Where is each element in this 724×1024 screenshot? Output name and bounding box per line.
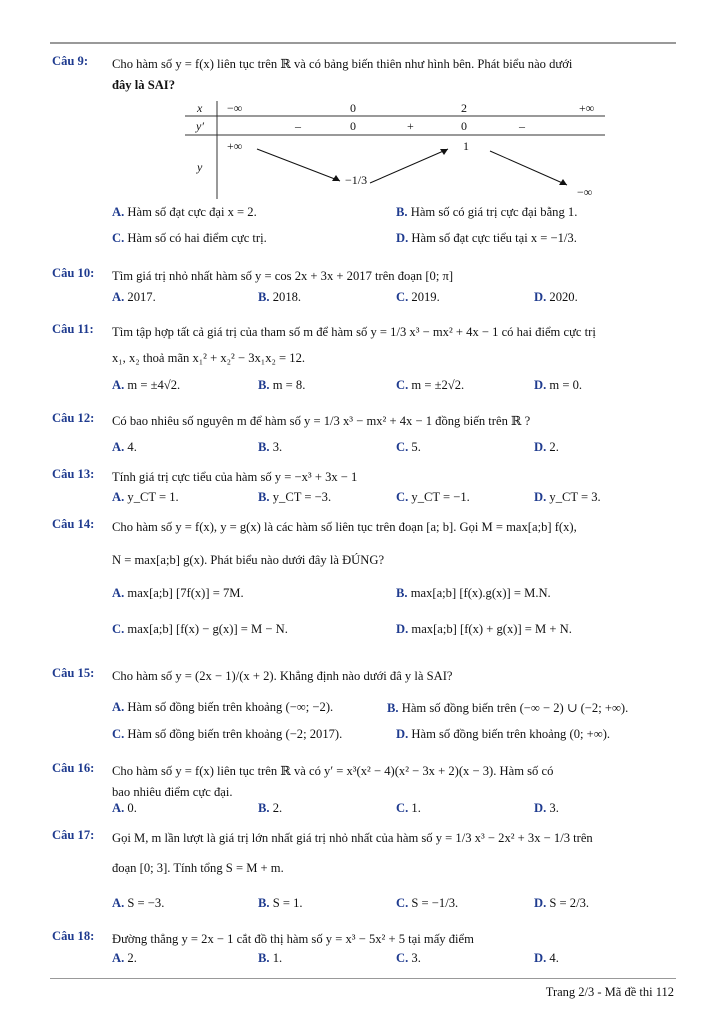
option-17d[interactable]: D. S = 2/3. [534,896,590,910]
option-13a[interactable]: A. y_CT = 1. [112,490,179,504]
question-stem-cont: bao nhiêu điểm cực đại. [112,785,233,799]
option-16a[interactable]: A. 0. [112,801,137,815]
option-9b[interactable]: B. Hàm số có giá trị cực đại bằng 1. [396,205,578,219]
option-15d[interactable]: D. Hàm số đồng biến trên khoảng (0; +∞). [396,727,611,741]
option-18a[interactable]: A. 2. [112,951,137,965]
option-12c[interactable]: C. 5. [396,440,421,454]
option-12d[interactable]: D. 2. [534,440,559,454]
y-value: +∞ [227,139,243,153]
option-13c[interactable]: C. y_CT = −1. [396,490,470,504]
y-value: −∞ [577,185,593,199]
question-stem: Tìm giá trị nhỏ nhất hàm số y = cos 2x + 3x + 2017 trên đoạn [0; π] [112,269,454,283]
question-stem: Đường thẳng y = 2x − 1 cắt đồ thị hàm số y = x³ − 5x² + 5 tại mấy điểm [112,932,474,946]
option-15c[interactable]: C. Hàm số đồng biến trên khoảng (−2; 2017). [112,727,343,741]
arrow-down-2 [490,151,567,185]
option-9c[interactable]: C. Hàm số có hai điểm cực trị. [112,231,267,245]
option-11b[interactable]: B. m = 8. [258,378,306,392]
question-label: Câu 14: [52,517,95,531]
question-label: Câu 11: [52,322,94,336]
sign: 0 [350,119,356,133]
question-stem: Gọi M, m lần lượt là giá trị lớn nhất giá trị nhỏ nhất của hàm số y = 1/3 x³ − 2x² + 3x − 1/3 trên [112,831,593,845]
sign: + [407,119,414,133]
question-stem-cont: x₁, x₂ thoả mãn x₁² + x₂² − 3x₁x₂ = 12. [112,351,306,365]
x-label: x [197,101,203,115]
option-17a[interactable]: A. S = −3. [112,896,165,910]
y-value: 1 [463,139,469,153]
question-stem-cont: đoạn [0; 3]. Tính tổng S = M + m. [112,861,284,875]
option-18c[interactable]: C. 3. [396,951,421,965]
question-label: Câu 18: [52,929,95,943]
page-footer: Trang 2/3 - Mã đề thi 112 [545,985,674,999]
y-value: −1/3 [345,173,368,187]
sign: – [295,119,301,133]
x-value: 0 [350,101,356,115]
question-stem: Cho hàm số y = f(x) liên tục trên ℝ và có bảng biến thiên như hình bên. Phát biểu nào dưới [112,57,573,71]
option-17c[interactable]: C. S = −1/3. [396,896,459,910]
option-14d[interactable]: D. max[a;b] [f(x) + g(x)] = M + N. [396,622,572,636]
sign: 0 [461,119,467,133]
question-label: Câu 17: [52,828,95,842]
option-9a[interactable]: A. Hàm số đạt cực đại x = 2. [112,205,257,219]
option-11d[interactable]: D. m = 0. [534,378,583,392]
question-label: Câu 12: [52,411,95,425]
option-17b[interactable]: B. S = 1. [258,896,303,910]
question-label: Câu 13: [52,467,95,481]
option-15a[interactable]: A. Hàm số đồng biến trên khoảng (−∞; −2). [112,700,334,714]
question-label: Câu 9: [52,54,89,68]
option-16c[interactable]: C. 1. [396,801,421,815]
option-16d[interactable]: D. 3. [534,801,559,815]
option-10a[interactable]: A. 2017. [112,290,156,304]
question-stem-cont: đây là SAI? [112,78,175,92]
question-stem: Cho hàm số y = f(x), y = g(x) là các hàm số liên tục trên đoạn [a; b]. Gọi M = max[a;b] f(x), [112,520,577,534]
option-18d[interactable]: D. 4. [534,951,559,965]
option-18b[interactable]: B. 1. [258,951,283,965]
option-14b[interactable]: B. max[a;b] [f(x).g(x)] = M.N. [396,586,551,600]
question-stem: Có bao nhiêu số nguyên m để hàm số y = 1/3 x³ − mx² + 4x − 1 đồng biến trên ℝ ? [112,414,531,428]
bottom-rule [50,978,676,979]
option-10b[interactable]: B. 2018. [258,290,302,304]
yp-label: y′ [196,119,204,133]
question-stem-cont: N = max[a;b] g(x). Phát biểu nào dưới đây là ĐÚNG? [112,553,385,567]
arrow-up [370,149,448,183]
sign: – [519,119,525,133]
arrow-down-1 [257,149,340,181]
option-9d[interactable]: D. Hàm số đạt cực tiểu tại x = −1/3. [396,231,577,245]
option-13d[interactable]: D. y_CT = 3. [534,490,601,504]
option-15b[interactable]: B. Hàm số đồng biến trên (−∞ − 2) ∪ (−2; +∞). [387,701,629,715]
option-16b[interactable]: B. 2. [258,801,283,815]
question-label: Câu 15: [52,666,95,680]
question-stem: Cho hàm số y = (2x − 1)/(x + 2). Khẳng định nào dưới đâ y là SAI? [112,669,453,683]
top-rule [50,42,676,44]
option-11a[interactable]: A. m = ±4√2. [112,378,181,392]
x-value: 2 [461,101,467,115]
option-10c[interactable]: C. 2019. [396,290,440,304]
option-14a[interactable]: A. max[a;b] [7f(x)] = 7M. [112,586,244,600]
option-14c[interactable]: C. max[a;b] [f(x) − g(x)] = M − N. [112,622,288,636]
question-stem: Tìm tập hợp tất cả giá trị của tham số m để hàm số y = 1/3 x³ − mx² + 4x − 1 có hai điểm cực trị [112,325,596,339]
x-value: +∞ [579,101,595,115]
x-value: −∞ [227,101,243,115]
question-label: Câu 16: [52,761,95,775]
option-11c[interactable]: C. m = ±2√2. [396,378,465,392]
variation-table-lines [185,101,605,199]
y-label: y [197,160,203,174]
question-stem: Cho hàm số y = f(x) liên tục trên ℝ và có y′ = x³(x² − 4)(x² − 3x + 2)(x − 3). Hàm số có [112,764,554,778]
option-13b[interactable]: B. y_CT = −3. [258,490,332,504]
option-12b[interactable]: B. 3. [258,440,283,454]
variation-table [185,101,605,199]
option-10d[interactable]: D. 2020. [534,290,578,304]
question-stem: Tính giá trị cực tiểu của hàm số y = −x³ + 3x − 1 [112,470,358,484]
option-12a[interactable]: A. 4. [112,440,137,454]
question-label: Câu 10: [52,266,95,280]
